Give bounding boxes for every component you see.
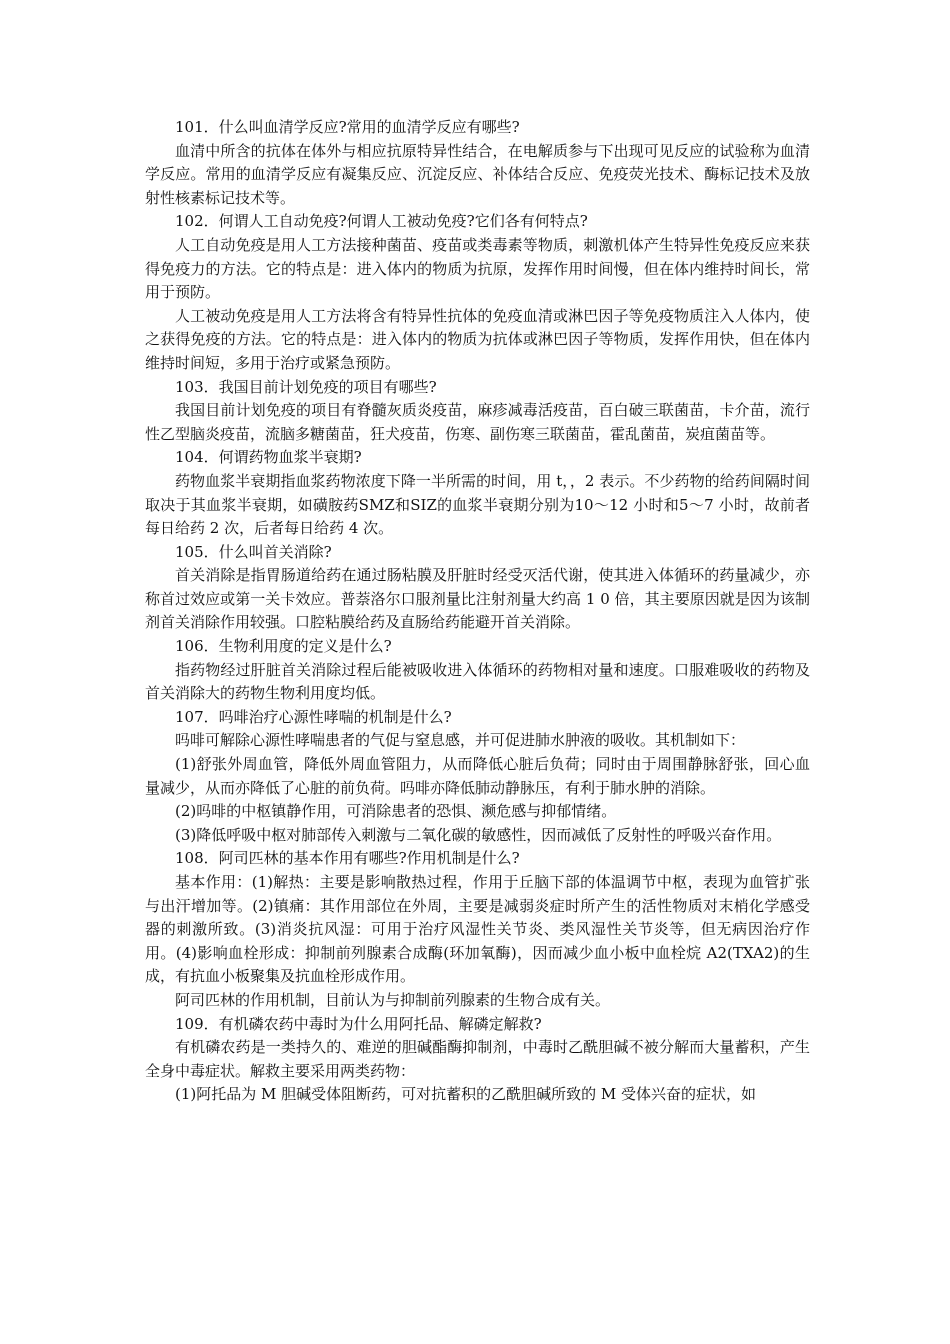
answer-paragraph: 有机磷农药是一类持久的、难逆的胆碱酯酶抑制剂，中毒时乙酰胆碱不被分解而大量蓄积，产生全身中毒症状。解救主要采用两类药物： xyxy=(145,1038,810,1080)
question-108: 108．阿司匹林的基本作用有哪些?作用机制是什么? xyxy=(175,849,520,868)
answer-paragraph: 基本作用：(1)解热：主要是影响散热过程，作用于丘脑下部的体温调节中枢，表现为血管扩张与出汗增加等。(2)镇痛：其作用部位在外周，主要是减弱炎症时所产生的活性物质对末梢化学感受器的刺激所致。(3)消炎抗风湿：可用于治疗风湿性关节炎、类风湿性关节炎等，但无病因治疗作用。(4)影响血栓形成：抑制前列腺素合成酶(环加氧酶)，因而减少血小板中血栓烷 A2(TXA2)的生成，有抗血小板聚集及抗血栓形成作用。 xyxy=(145,873,810,986)
answer-paragraph: 人工自动免疫是用人工方法接种菌苗、疫苗或类毒素等物质，刺激机体产生特异性免疫反应来获得免疫力的方法。它的特点是：进入体内的物质为抗原，发挥作用时间慢，但在体内维持时间长，常用于预防。 xyxy=(145,235,810,302)
answer-paragraph: 血清中所含的抗体在体外与相应抗原特异性结合，在电解质参与下出现可见反应的试验称为血清学反应。常用的血清学反应有凝集反应、沉淀反应、补体结合反应、免疫荧光技术、酶标记技术及放射性核素标记技术等。 xyxy=(145,141,810,207)
question-109: 109．有机磷农药中毒时为什么用阿托品、解磷定解救? xyxy=(175,1014,542,1033)
answer-paragraph: (1)舒张外周血管，降低外周血管阻力，从而降低心脏后负荷；同时由于周围静脉舒张，回心血量减少，从而亦降低了心脏的前负荷。吗啡亦降低肺动静脉压，有利于肺水肿的消除。 xyxy=(145,755,810,797)
question-104: 104．何谓药物血浆半衰期? xyxy=(175,448,362,467)
answer-paragraph: 我国目前计划免疫的项目有脊髓灰质炎疫苗，麻疹减毒活疫苗，百白破三联菌苗，卡介苗，流行性乙型脑炎疫苗，流脑多糖菌苗，狂犬疫苗，伤寒、副伤寒三联菌苗，霍乱菌苗，炭疽菌苗等。 xyxy=(145,401,810,443)
question-107: 107．吗啡治疗心源性哮喘的机制是什么? xyxy=(175,707,452,726)
answer-paragraph: 吗啡可解除心源性哮喘患者的气促与窒息感，并可促进肺水肿液的吸收。其机制如下： xyxy=(175,731,746,750)
question-103: 103．我国目前计划免疫的项目有哪些? xyxy=(175,377,437,396)
answer-paragraph: 首关消除是指胃肠道给药在通过肠粘膜及肝脏时经受灭活代谢，使其进入体循环的药量减少，亦称首过效应或第一关卡效应。普萘洛尔口服剂量比注射剂量大约高 1 0 倍，其主要原因就是因为该制剂首关消除作用较强。口腔粘膜给药及直肠给药能避开首关消除。 xyxy=(145,566,810,632)
question-106: 106．生物利用度的定义是什么? xyxy=(175,637,392,656)
answer-paragraph: (3)降低呼吸中枢对肺部传入刺激与二氧化碳的敏感性，因而减低了反射性的呼吸兴奋作用。 xyxy=(175,825,782,844)
question-101: 101．什么叫血清学反应?常用的血清学反应有哪些? xyxy=(175,118,520,136)
answer-paragraph: 阿司匹林的作用机制，目前认为与抑制前列腺素的生物合成有关。 xyxy=(175,990,611,1009)
answer-paragraph: 人工被动免疫是用人工方法将含有特异性抗体的免疫血清或淋巴因子等免疫物质注入人体内，使之获得免疫的方法。它的特点是：进入体内的物质为抗体或淋巴因子等物质，发挥作用快，但在体内维持时间短，多用于治疗或紧急预防。 xyxy=(145,306,810,372)
question-102: 102．何谓人工自动免疫?何谓人工被动免疫?它们各有何特点? xyxy=(175,212,588,231)
document-page xyxy=(145,116,810,1107)
answer-paragraph: 指药物经过肝脏首关消除过程后能被吸收进入体循环的药物相对量和速度。口服难吸收的药物及首关消除大的药物生物利用度均低。 xyxy=(145,660,810,703)
answer-paragraph: (2)吗啡的中枢镇静作用，可消除患者的恐惧、濒危感与抑郁情绪。 xyxy=(175,802,617,821)
question-105: 105．什么叫首关消除? xyxy=(175,542,332,561)
answer-paragraph: 药物血浆半衰期指血浆药物浓度下降一半所需的时间，用 t，，2 表示。不少药物的给药间隔时间取决于其血浆半衰期，如磺胺药SMZ和SIZ的血浆半衰期分别为10～12 小时和5～7 小时，故前者每日给药 2 次，后者每日给药 4 次。 xyxy=(145,471,810,538)
answer-paragraph: (1)阿托品为 M 胆碱受体阻断药，可对抗蓄积的乙酰胆碱所致的 M 受体兴奋的症状，如 xyxy=(175,1085,757,1104)
